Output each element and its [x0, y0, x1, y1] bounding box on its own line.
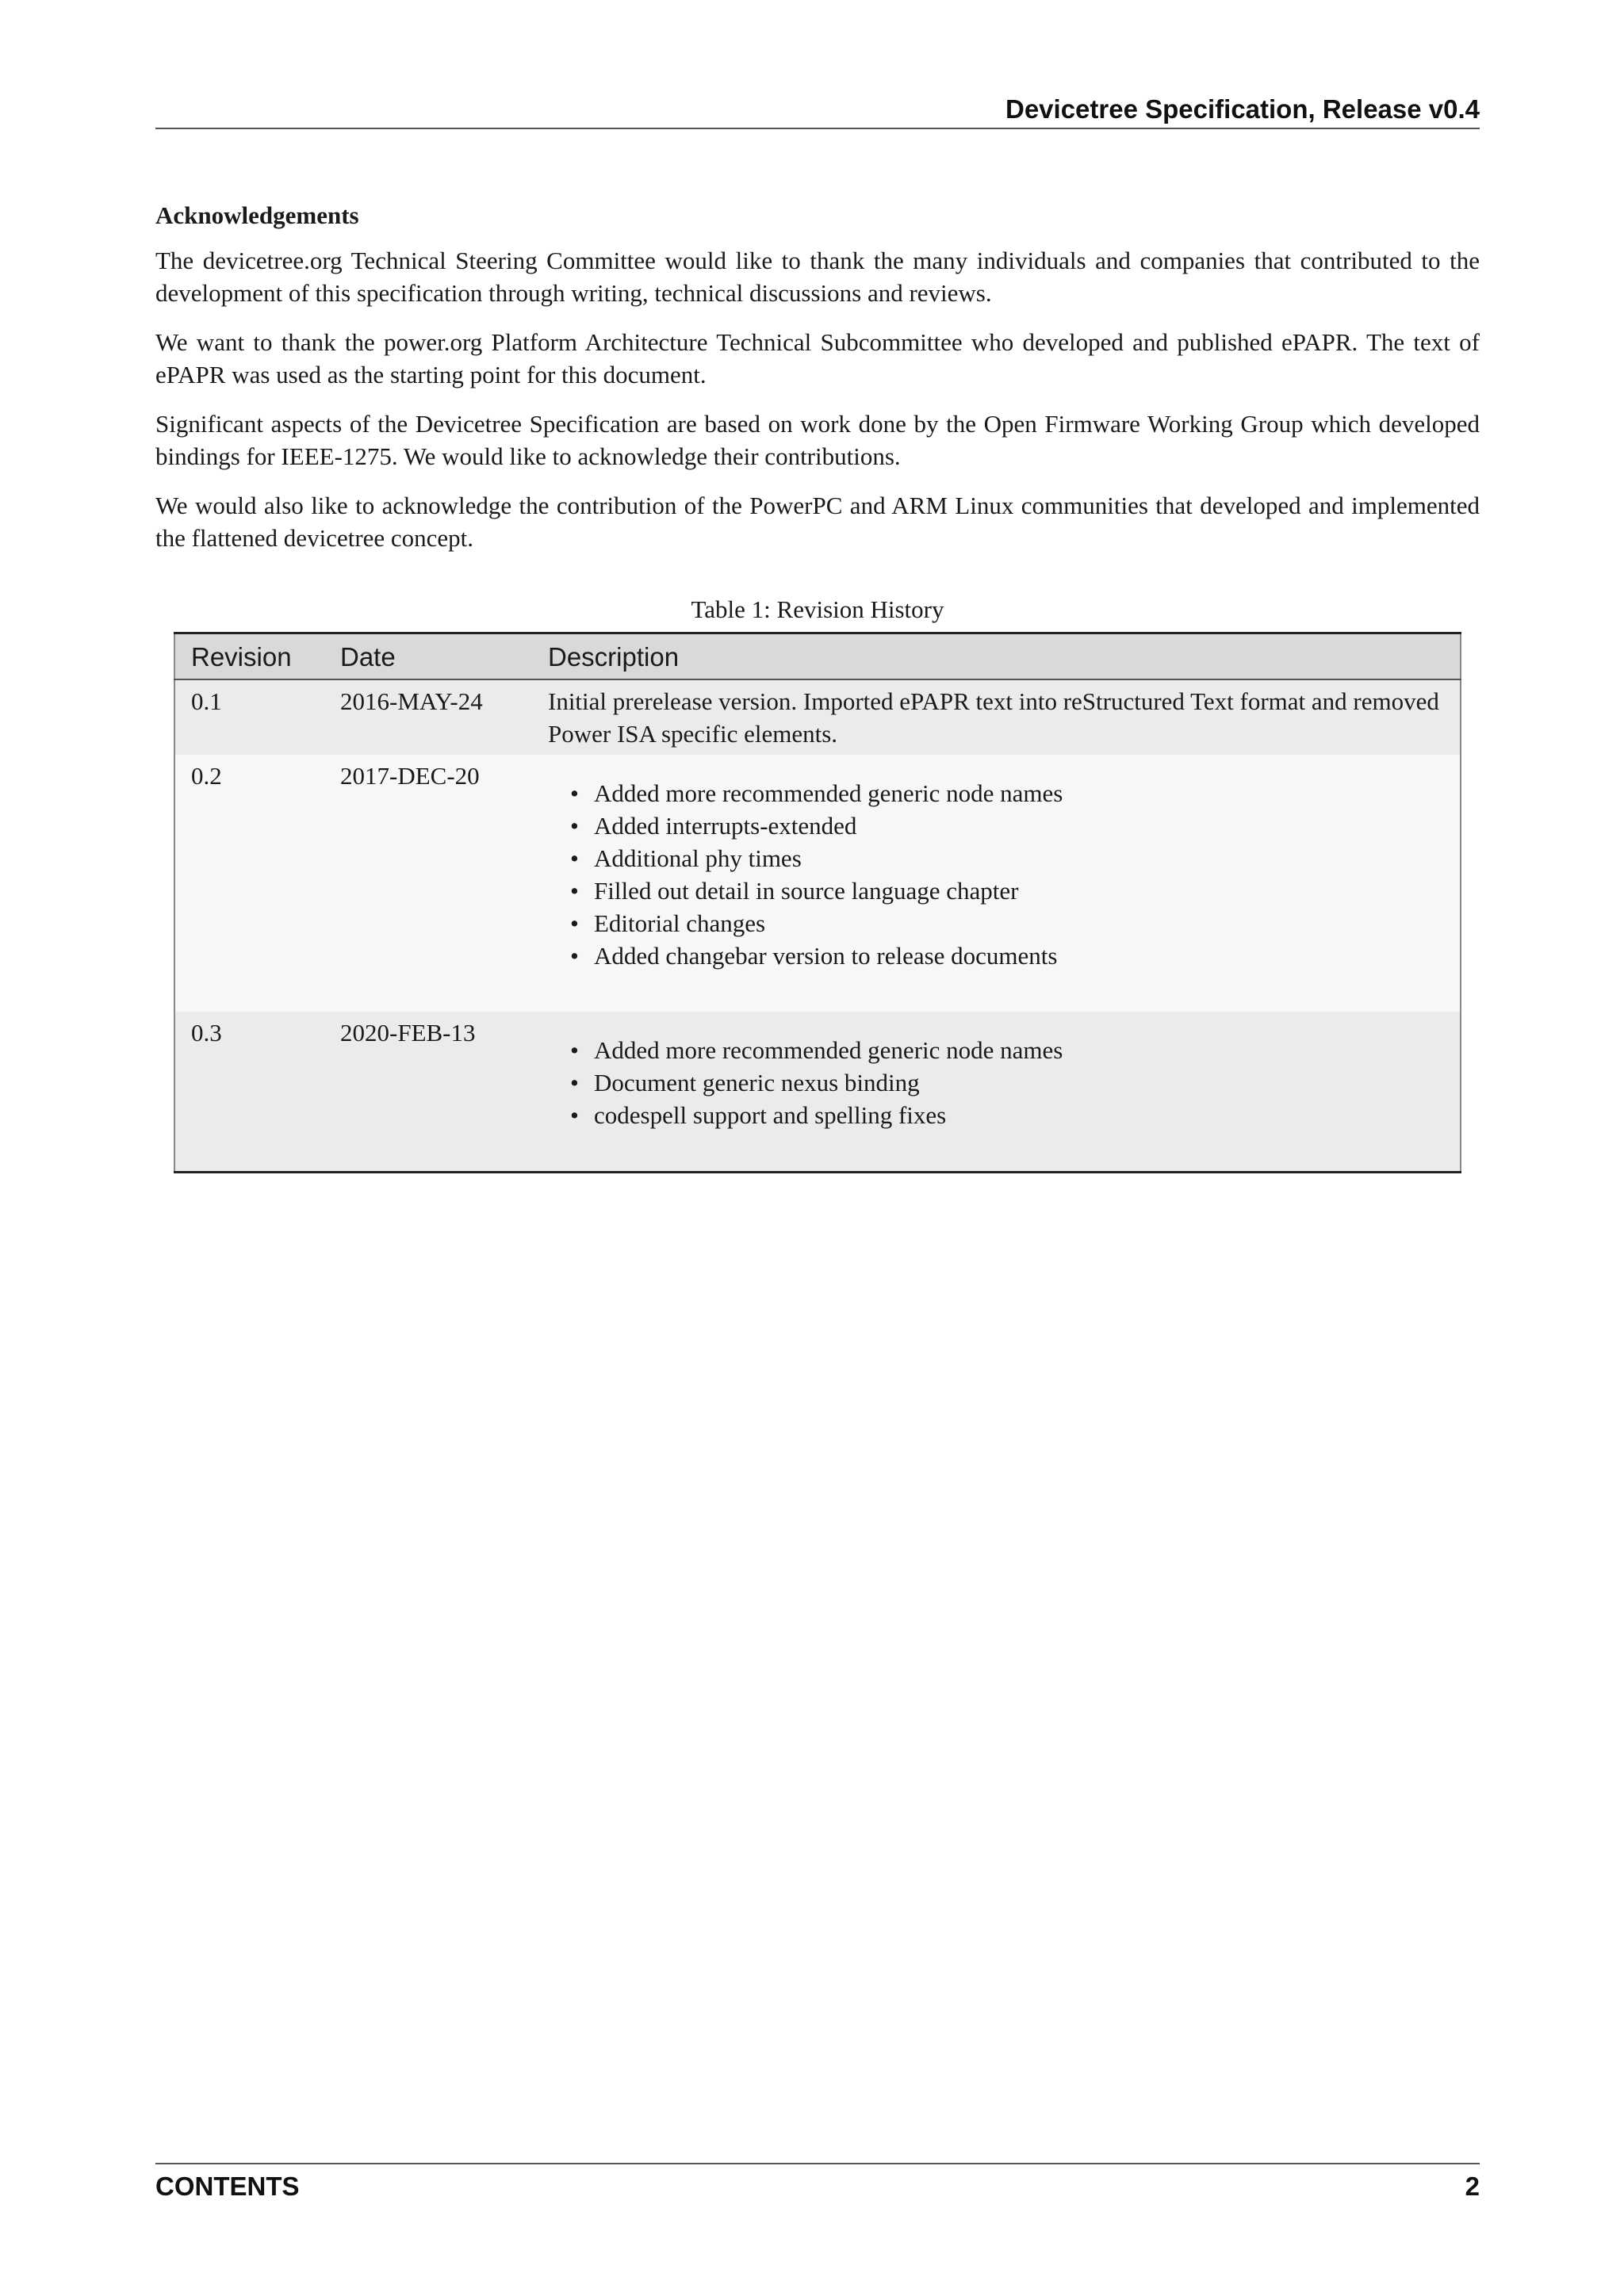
revision-cell: 0.2	[174, 755, 324, 1012]
running-header: Devicetree Specification, Release v0.4	[1005, 94, 1480, 124]
acknowledgements-heading: Acknowledgements	[155, 201, 359, 229]
list-item: • Added interrupts-extended	[570, 809, 1444, 842]
revision-history-table	[174, 632, 1461, 1173]
footer-section-title: CONTENTS	[155, 2172, 300, 2201]
acknowledgements-paragraph: We would also like to acknowledge the contribution of the PowerPC and ARM Linux communities that developed and implemented the flattened devicetree concept.	[155, 492, 1480, 552]
column-header-description: Description	[532, 633, 1461, 680]
change-list	[548, 1034, 1444, 1131]
acknowledgements-paragraph: Significant aspects of the Devicetree Specification are based on work done by the Open Firmware Working Group which developed bindings for IEEE-1275. We would like to acknowledge their contributions.	[155, 410, 1480, 470]
document-page	[155, 0, 1480, 2296]
header-rule	[155, 128, 1480, 129]
list-item: • Additional phy times	[570, 842, 1444, 874]
list-item: • Added changebar version to release documents	[570, 939, 1444, 972]
table-row	[174, 755, 1461, 1012]
description-cell	[532, 755, 1461, 1012]
column-header-revision: Revision	[174, 633, 324, 680]
table-header-row	[174, 633, 1461, 680]
date-cell: 2020-FEB-13	[324, 1012, 532, 1173]
page-content	[155, 198, 1480, 1173]
list-item: • Editorial changes	[570, 907, 1444, 939]
acknowledgements-paragraph: We want to thank the power.org Platform Architecture Technical Subcommittee who developed and published ePAPR. The text of ePAPR was used as the starting point for this document.	[155, 328, 1480, 388]
list-item: • Document generic nexus binding	[570, 1066, 1444, 1099]
table-caption: Table 1: Revision History	[691, 595, 944, 623]
description-cell	[532, 1012, 1461, 1173]
change-list	[548, 777, 1444, 972]
page-number: 2	[1465, 2172, 1480, 2201]
list-item: • Filled out detail in source language chapter	[570, 874, 1444, 907]
list-item: • Added more recommended generic node names	[570, 1034, 1444, 1066]
table-row	[174, 1012, 1461, 1173]
description-cell: Initial prerelease version. Imported ePAPR text into reStructured Text format and removed Power ISA specific elements.	[532, 679, 1461, 755]
list-item: • Added more recommended generic node names	[570, 777, 1444, 809]
date-cell: 2017-DEC-20	[324, 755, 532, 1012]
footer-rule	[155, 2163, 1480, 2164]
acknowledgements-paragraph: The devicetree.org Technical Steering Committee would like to thank the many individuals and companies that contributed to the development of this specification through writing, technical discussions and reviews.	[155, 247, 1480, 307]
revision-cell: 0.1	[174, 679, 324, 755]
list-item: • codespell support and spelling fixes	[570, 1099, 1444, 1131]
running-footer	[155, 2171, 1480, 2202]
column-header-date: Date	[324, 633, 532, 680]
date-cell: 2016-MAY-24	[324, 679, 532, 755]
revision-cell: 0.3	[174, 1012, 324, 1173]
table-row	[174, 679, 1461, 755]
